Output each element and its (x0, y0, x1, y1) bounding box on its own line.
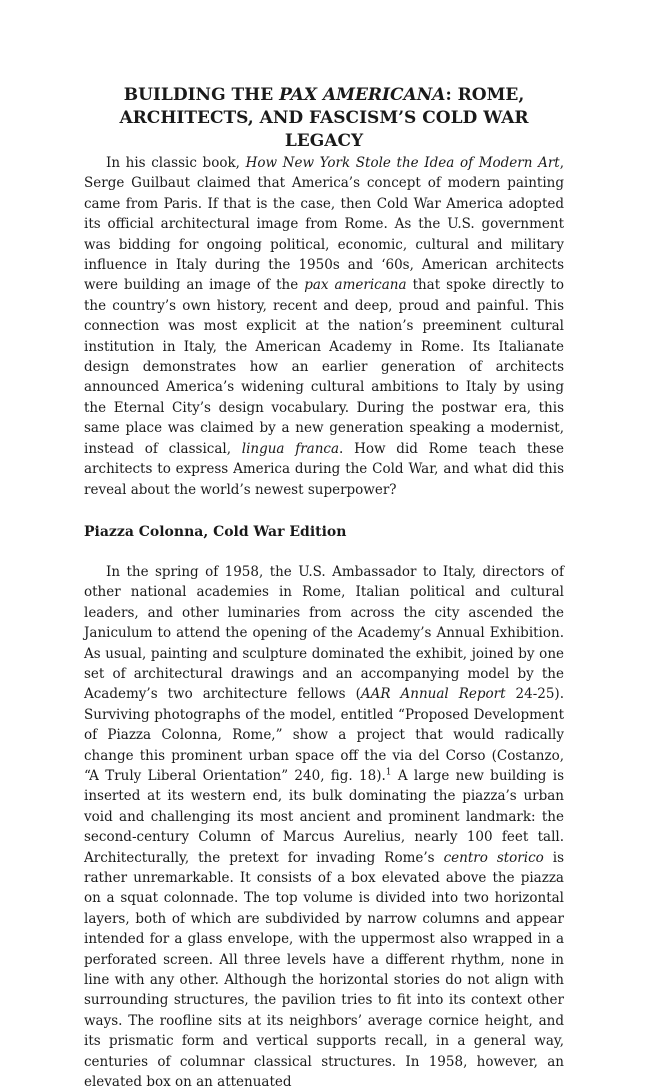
italic-term: AAR Annual Report (360, 686, 506, 703)
text-run: that spoke directly to the country’s own history, recent and deep, proud and painful. This connection was most explicit at the nation’s preeminent cultural institution in Italy, the American Academy in Rome. Its Italianate design demonstrates how an earlier generation of architects announced America’s widening cultural ambitions to Italy by using the Eternal City’s design vocabulary. During the postwar era, this same place was claimed by a new generation speaking a modernist, instead of classical, (84, 277, 565, 457)
text-run: 24-25). Surviving photographs of the model, entitled “Proposed Development of Piazza Colonna, Rome,” show a project that would radically change this prominent urban space off the via del Corso (Costanzo, “A Truly Liberal Orientation” 240, fig. 18). (84, 686, 564, 784)
text-run: is rather unremarkable. It consists of a box elevated above the piazza on a squat colonnade. The top volume is divided into two horizontal layers, both of which are subdivided by narrow columns and appear intended for a glass envelope, with the uppermost also wrapped in a perforated screen. All three levels have a different rhythm, none in line with any other. Although the horizontal stories do not align with surrounding structures, the pavilion tries to fit into its context other ways. The roofline sits at its neighbors’ average cornice height, and its prismatic form and vertical supports recall, in a general way, centuries of columnar classical structures. In 1958, however, an elevated box on an attenuated (84, 849, 564, 1091)
title-line-1 (84, 84, 564, 107)
italic-term: lingua franca (241, 440, 340, 457)
document-body (84, 153, 564, 1092)
text-run: . How did Rome teach these architects to express America during the Cold War, and what did this reveal about the world’s newest superpower? (84, 440, 564, 498)
text-run: A large new building is inserted at its western end, its bulk dominating the piazza’s urban void and challenging its most ancient and prominent landmark: the second-century Column of Marcus Aurelius, nearly 100 feet tall. Architecturally, the pretext for invading Rome’s (84, 767, 564, 866)
italic-term: centro storico (443, 849, 544, 866)
body-paragraph (84, 562, 564, 1092)
title-text: BUILDING THE (123, 85, 280, 105)
page-title (84, 84, 564, 153)
title-line-2: ARCHITECTS, AND FASCISM’S COLD WAR LEGACY (119, 108, 529, 151)
title-italic-text: PAX AMERICANA (279, 85, 446, 105)
title-text: : ROME, (445, 85, 525, 105)
text-run: In his classic book, (106, 155, 246, 171)
book-title: How New York Stole the Idea of Modern Art (245, 155, 560, 171)
intro-paragraph (84, 153, 564, 500)
italic-term: pax americana (304, 277, 407, 294)
footnote-marker: 1 (385, 767, 392, 778)
text-run: In the spring of 1958, the U.S. Ambassador to Italy, directors of other national academies in Rome, Italian political and cultural leaders, and other luminaries from across the city ascended the Janiculum to attend the opening of the Academy’s Annual Exhibition. As usual, painting and sculpture dominated the exhibit, joined by one set of architectural drawings and an accompanying model by the Academy’s two architecture fellows ( (84, 563, 564, 703)
document-page (84, 84, 564, 1092)
text-run: , Serge Guilbaut claimed that America’s concept of modern painting came from Paris. If that is the case, then Cold War America adopted its official architectural image from Rome. As the U.S. government was bidding for ongoing political, economic, cultural and military influence in Italy during the 1950s and ‘60s, American architects were building an image of the (84, 155, 564, 294)
section-heading: Piazza Colonna, Cold War Edition (84, 523, 347, 540)
